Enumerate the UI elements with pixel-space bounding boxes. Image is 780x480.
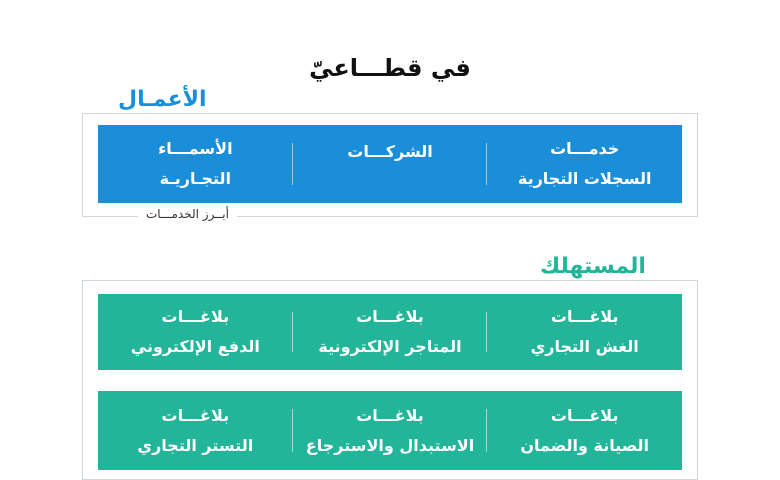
report-commercial-concealment[interactable]: [98, 391, 293, 470]
service-companies[interactable]: [293, 125, 488, 203]
business-services-band: [98, 125, 682, 203]
report-line1: بلاغـــات: [161, 405, 230, 425]
service-line1: خدمـــات: [550, 139, 620, 158]
report-line2: الاستبدال والاسترجاع: [305, 435, 475, 455]
service-line2: التجـاريـة: [159, 169, 232, 188]
report-line2: الدفع الإلكتروني: [130, 337, 260, 356]
report-line2: الصيانة والضمان: [520, 435, 649, 455]
report-online-stores[interactable]: [293, 294, 488, 370]
consumer-reports-row-1: [98, 294, 682, 370]
featured-services-label: أبــرز الخدمـــات: [138, 207, 237, 221]
service-trade-names[interactable]: [98, 125, 293, 203]
report-line1: بلاغـــات: [550, 405, 619, 425]
report-line2: المتاجر الإلكترونية: [318, 337, 462, 356]
service-line1: الشركـــات: [347, 142, 433, 161]
business-heading: الأعمـال: [108, 87, 217, 112]
report-electronic-payment[interactable]: [98, 294, 293, 370]
service-line2: السجلات التجارية: [517, 169, 652, 188]
consumer-heading: المستهلك: [530, 254, 656, 279]
report-line1: بلاغـــات: [550, 307, 619, 326]
report-line2: التستر التجاري: [137, 435, 254, 455]
page-title: في قطـــاعيّ: [309, 54, 471, 82]
report-line1: بلاغـــات: [356, 307, 424, 326]
report-line1: بلاغـــات: [161, 307, 230, 326]
report-line1: بلاغـــات: [356, 405, 424, 425]
report-maintenance-warranty[interactable]: [487, 391, 682, 470]
consumer-reports-row-2: [98, 391, 682, 470]
service-commercial-registry[interactable]: [487, 125, 682, 203]
service-line1: الأسمـــاء: [158, 139, 233, 158]
report-line2: الغش التجاري: [530, 337, 639, 356]
report-commercial-fraud[interactable]: [487, 294, 682, 370]
report-exchange-return[interactable]: [293, 391, 488, 470]
